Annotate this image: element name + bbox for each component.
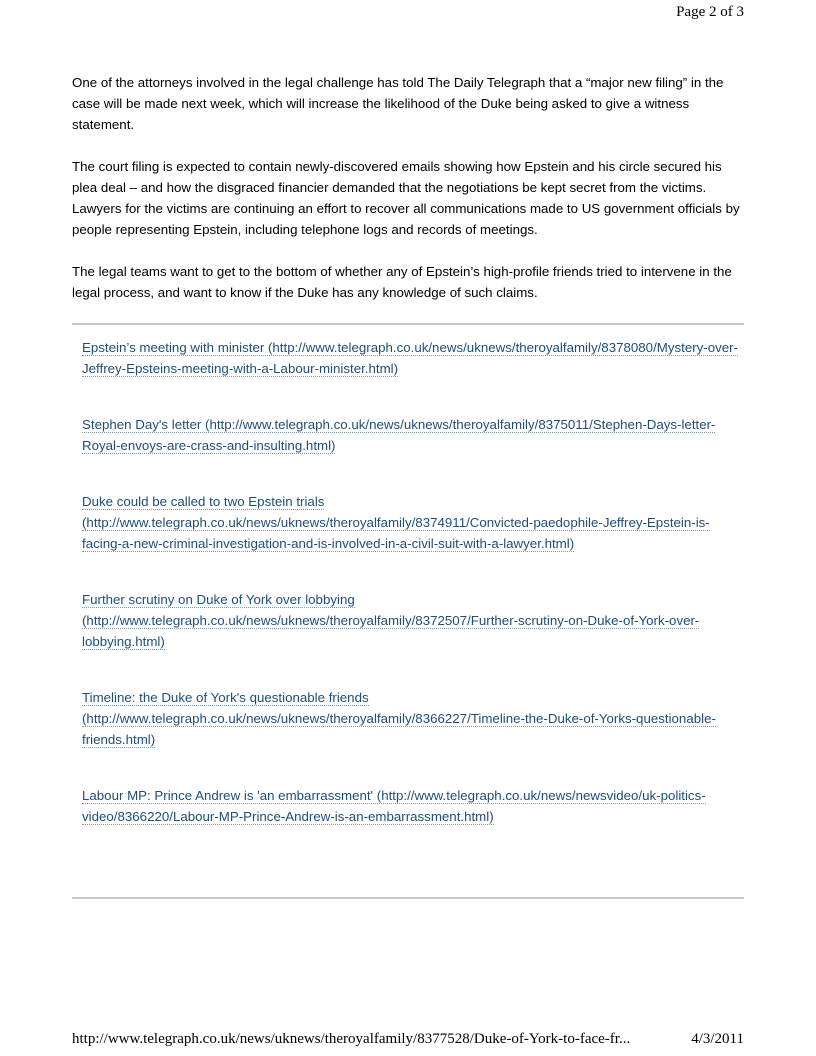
- related-link-epstein-minister[interactable]: Epstein’s meeting with minister (http://www.telegraph.co.uk/news/uknews/theroyalfamily/8378080/Mystery-over-Jeffrey-Epsteins-meeting-with-a-Labour-minister.html): [82, 340, 739, 376]
- article-paragraph: The legal teams want to get to the bottom of whether any of Epstein’s high-profile friends tried to intervene in the legal process, and want to know if the Duke has any knowledge of such claims.: [72, 264, 732, 300]
- related-links-list: [82, 337, 742, 862]
- related-link-item: [82, 491, 742, 554]
- bottom-divider: [72, 897, 744, 899]
- related-link-stephen-day-letter[interactable]: Stephen Day's letter (http://www.telegraph.co.uk/news/uknews/theroyalfamily/8375011/Stephen-Days-letter-Royal-envoys-are-crass-and-insulting.html): [82, 417, 716, 453]
- related-link-item: [82, 414, 742, 456]
- footer-date: 4/3/2011: [691, 1031, 744, 1047]
- page-footer: [72, 1031, 744, 1048]
- related-link-epstein-trials[interactable]: Duke could be called to two Epstein trials (http://www.telegraph.co.uk/news/uknews/theroyalfamily/8374911/Convicted-paedophile-Jeffrey-Epstein-is-facing-a-new-criminal-investigation-and-is-involved-in-a-civil-suit-with-a-lawyer.html): [82, 494, 710, 551]
- top-divider: [72, 323, 744, 325]
- page-number: Page 2 of 3: [676, 4, 744, 20]
- related-link-lobbying-scrutiny[interactable]: Further scrutiny on Duke of York over lobbying (http://www.telegraph.co.uk/news/uknews/theroyalfamily/8372507/Further-scrutiny-on-Duke-of-York-over-lobbying.html): [82, 592, 700, 649]
- related-link-item: [82, 337, 742, 379]
- article-paragraph: The court filing is expected to contain newly-discovered emails showing how Epstein and his circle secured his plea deal – and how the disgraced financier demanded that the negotiations be kept secret from the victims. Lawyers for the victims are continuing an effort to recover all communications made to US government officials by people representing Epstein, including telephone logs and records of meetings.: [72, 159, 740, 237]
- related-link-labour-mp-video[interactable]: Labour MP: Prince Andrew is 'an embarrassment' (http://www.telegraph.co.uk/news/newsvideo/uk-politics-video/8366220/Labour-MP-Prince-Andrew-is-an-embarrassment.html): [82, 788, 706, 824]
- footer-url: http://www.telegraph.co.uk/news/uknews/theroyalfamily/8377528/Duke-of-York-to-face-fr...: [72, 1031, 631, 1047]
- related-link-item: [82, 785, 742, 827]
- article-paragraph: One of the attorneys involved in the legal challenge has told The Daily Telegraph that a “major new filing” in the case will be made next week, which will increase the likelihood of the Duke being asked to give a witness statement.: [72, 75, 724, 132]
- related-link-timeline-friends[interactable]: Timeline: the Duke of York's questionable friends (http://www.telegraph.co.uk/news/uknews/theroyalfamily/8366227/Timeline-the-Duke-of-Yorks-questionable-friends.html): [82, 690, 716, 747]
- related-link-item: [82, 687, 742, 750]
- article-body: [72, 72, 746, 324]
- related-link-item: [82, 589, 742, 652]
